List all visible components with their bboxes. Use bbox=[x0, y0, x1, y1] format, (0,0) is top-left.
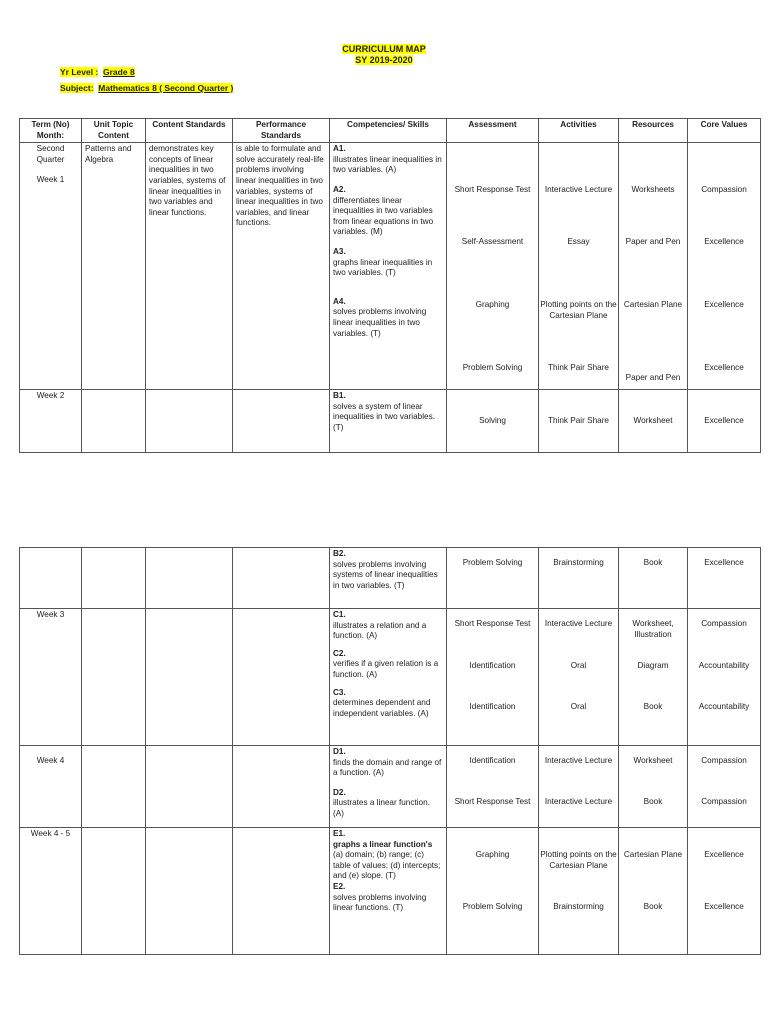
core-values-cell: Excellence Excellence bbox=[688, 828, 761, 955]
activities-cell: Interactive Lecture Essay Plotting points on the Cartesian Plane Think Pair Share bbox=[539, 143, 619, 390]
competency-b1: B1. solves a system of linear inequalities in two variables. (T) bbox=[330, 390, 447, 453]
competencies-cell bbox=[330, 609, 447, 746]
competency-a4: A4. solves problems involving linear inequalities in two variables. (T) bbox=[333, 296, 427, 338]
core-values-cell: Compassion Excellence Excellence Excellence bbox=[688, 143, 761, 390]
resources-cell: Worksheet Book bbox=[619, 746, 688, 828]
document-title: CURRICULUM MAP bbox=[342, 44, 426, 54]
table-row bbox=[20, 746, 761, 828]
week-label: Week 4 bbox=[20, 746, 82, 828]
competency-a1: A1. illustrates linear inequalities in two variables. (A) bbox=[333, 144, 442, 175]
header-row bbox=[20, 119, 761, 143]
col-activities: Activities bbox=[539, 119, 619, 143]
curriculum-table-2 bbox=[19, 547, 761, 955]
activities-cell: Interactive Lecture Oral Oral bbox=[539, 609, 619, 746]
competency-d2: D2. illustrates a linear function. (A) bbox=[333, 787, 430, 818]
week-label: Week 1 bbox=[36, 175, 65, 185]
col-performance-standards: Performance Standards bbox=[233, 119, 330, 143]
term-cell: Second Quarter Week 1 bbox=[20, 143, 82, 390]
competency-e1: E1. graphs a linear function's (a) domain; (b) range; (c) table of values; (d) intercepts; and (e) slope. (T) bbox=[333, 829, 441, 881]
competency-b2: B2. solves problems involving systems of linear inequalities in two variables. (T) bbox=[330, 548, 447, 609]
competencies-cell bbox=[330, 828, 447, 955]
week-label: Week 4 - 5 bbox=[20, 828, 82, 955]
col-core-values: Core Values bbox=[688, 119, 761, 143]
competencies-cell bbox=[330, 143, 447, 390]
col-resources: Resources bbox=[619, 119, 688, 143]
competency-d1: D1. finds the domain and range of a function. (A) bbox=[333, 747, 442, 778]
table-row: Week 2 B1. solves a system of linear inequalities in two variables. (T) Solving Think Pair Share Worksheet Excellence bbox=[20, 390, 761, 453]
competency-c3: C3. determines dependent and independent variables. (A) bbox=[333, 687, 431, 718]
table-row bbox=[20, 143, 761, 390]
content-standard-cell: demonstrates key concepts of linear inequalities in two variables, systems of linear inequalities in two variables and linear functions. bbox=[146, 143, 233, 390]
competencies-cell bbox=[330, 746, 447, 828]
yr-level: Yr Level : Grade 8 bbox=[60, 67, 135, 77]
activities-cell: Interactive Lecture Interactive Lecture bbox=[539, 746, 619, 828]
unit-cell: Patterns and Algebra bbox=[82, 143, 146, 390]
table-row: B2. solves problems involving systems of linear inequalities in two variables. (T) Problem Solving Brainstorming Book Excellence bbox=[20, 548, 761, 609]
assessment-cell: Short Response Test Self-Assessment Graphing Problem Solving bbox=[447, 143, 539, 390]
competency-a2: A2. differentiates linear inequalities in two variables from linear equations in two variables. (M) bbox=[333, 184, 434, 237]
competency-e2: E2. solves problems involving linear functions. (T) bbox=[333, 881, 427, 913]
resources-cell: Worksheet, Illustration Diagram Book bbox=[619, 609, 688, 746]
assessment-cell: Short Response Test Identification Identification bbox=[447, 609, 539, 746]
curriculum-table-1 bbox=[19, 118, 761, 453]
week-label: Week 2 bbox=[20, 390, 82, 453]
competency-c2: C2. verifies if a given relation is a function. (A) bbox=[333, 648, 439, 679]
col-competencies: Competencies/ Skills bbox=[330, 119, 447, 143]
col-content-standards: Content Standards bbox=[146, 119, 233, 143]
performance-standard-cell: is able to formulate and solve accurately real-life problems involving linear inequalities in two variables, systems of linear inequalities in two variables, and linear functions. bbox=[233, 143, 330, 390]
assessment-cell: Identification Short Response Test bbox=[447, 746, 539, 828]
competency-a3: A3. graphs linear inequalities in two variables. (T) bbox=[333, 246, 433, 278]
col-assessment: Assessment bbox=[447, 119, 539, 143]
core-values-cell: Compassion Accountability Accountability bbox=[688, 609, 761, 746]
school-year: SY 2019-2020 bbox=[355, 55, 413, 65]
week-label: Week 3 bbox=[20, 609, 82, 746]
col-term: Term (No) Month: bbox=[20, 119, 82, 143]
subject: Subject: Mathematics 8 ( Second Quarter ) bbox=[60, 83, 234, 93]
resources-cell: Worksheets Paper and Pen Cartesian Plane Paper and Pen bbox=[619, 143, 688, 390]
table-row bbox=[20, 609, 761, 746]
competency-c1: C1. illustrates a relation and a function. (A) bbox=[333, 610, 427, 641]
col-unit: Unit Topic Content bbox=[82, 119, 146, 143]
assessment-cell: Graphing Problem Solving bbox=[447, 828, 539, 955]
table-row bbox=[20, 828, 761, 955]
resources-cell: Cartesian Plane Book bbox=[619, 828, 688, 955]
activities-cell: Plotting points on the Cartesian Plane Brainstorming bbox=[539, 828, 619, 955]
core-values-cell: Compassion Compassion bbox=[688, 746, 761, 828]
